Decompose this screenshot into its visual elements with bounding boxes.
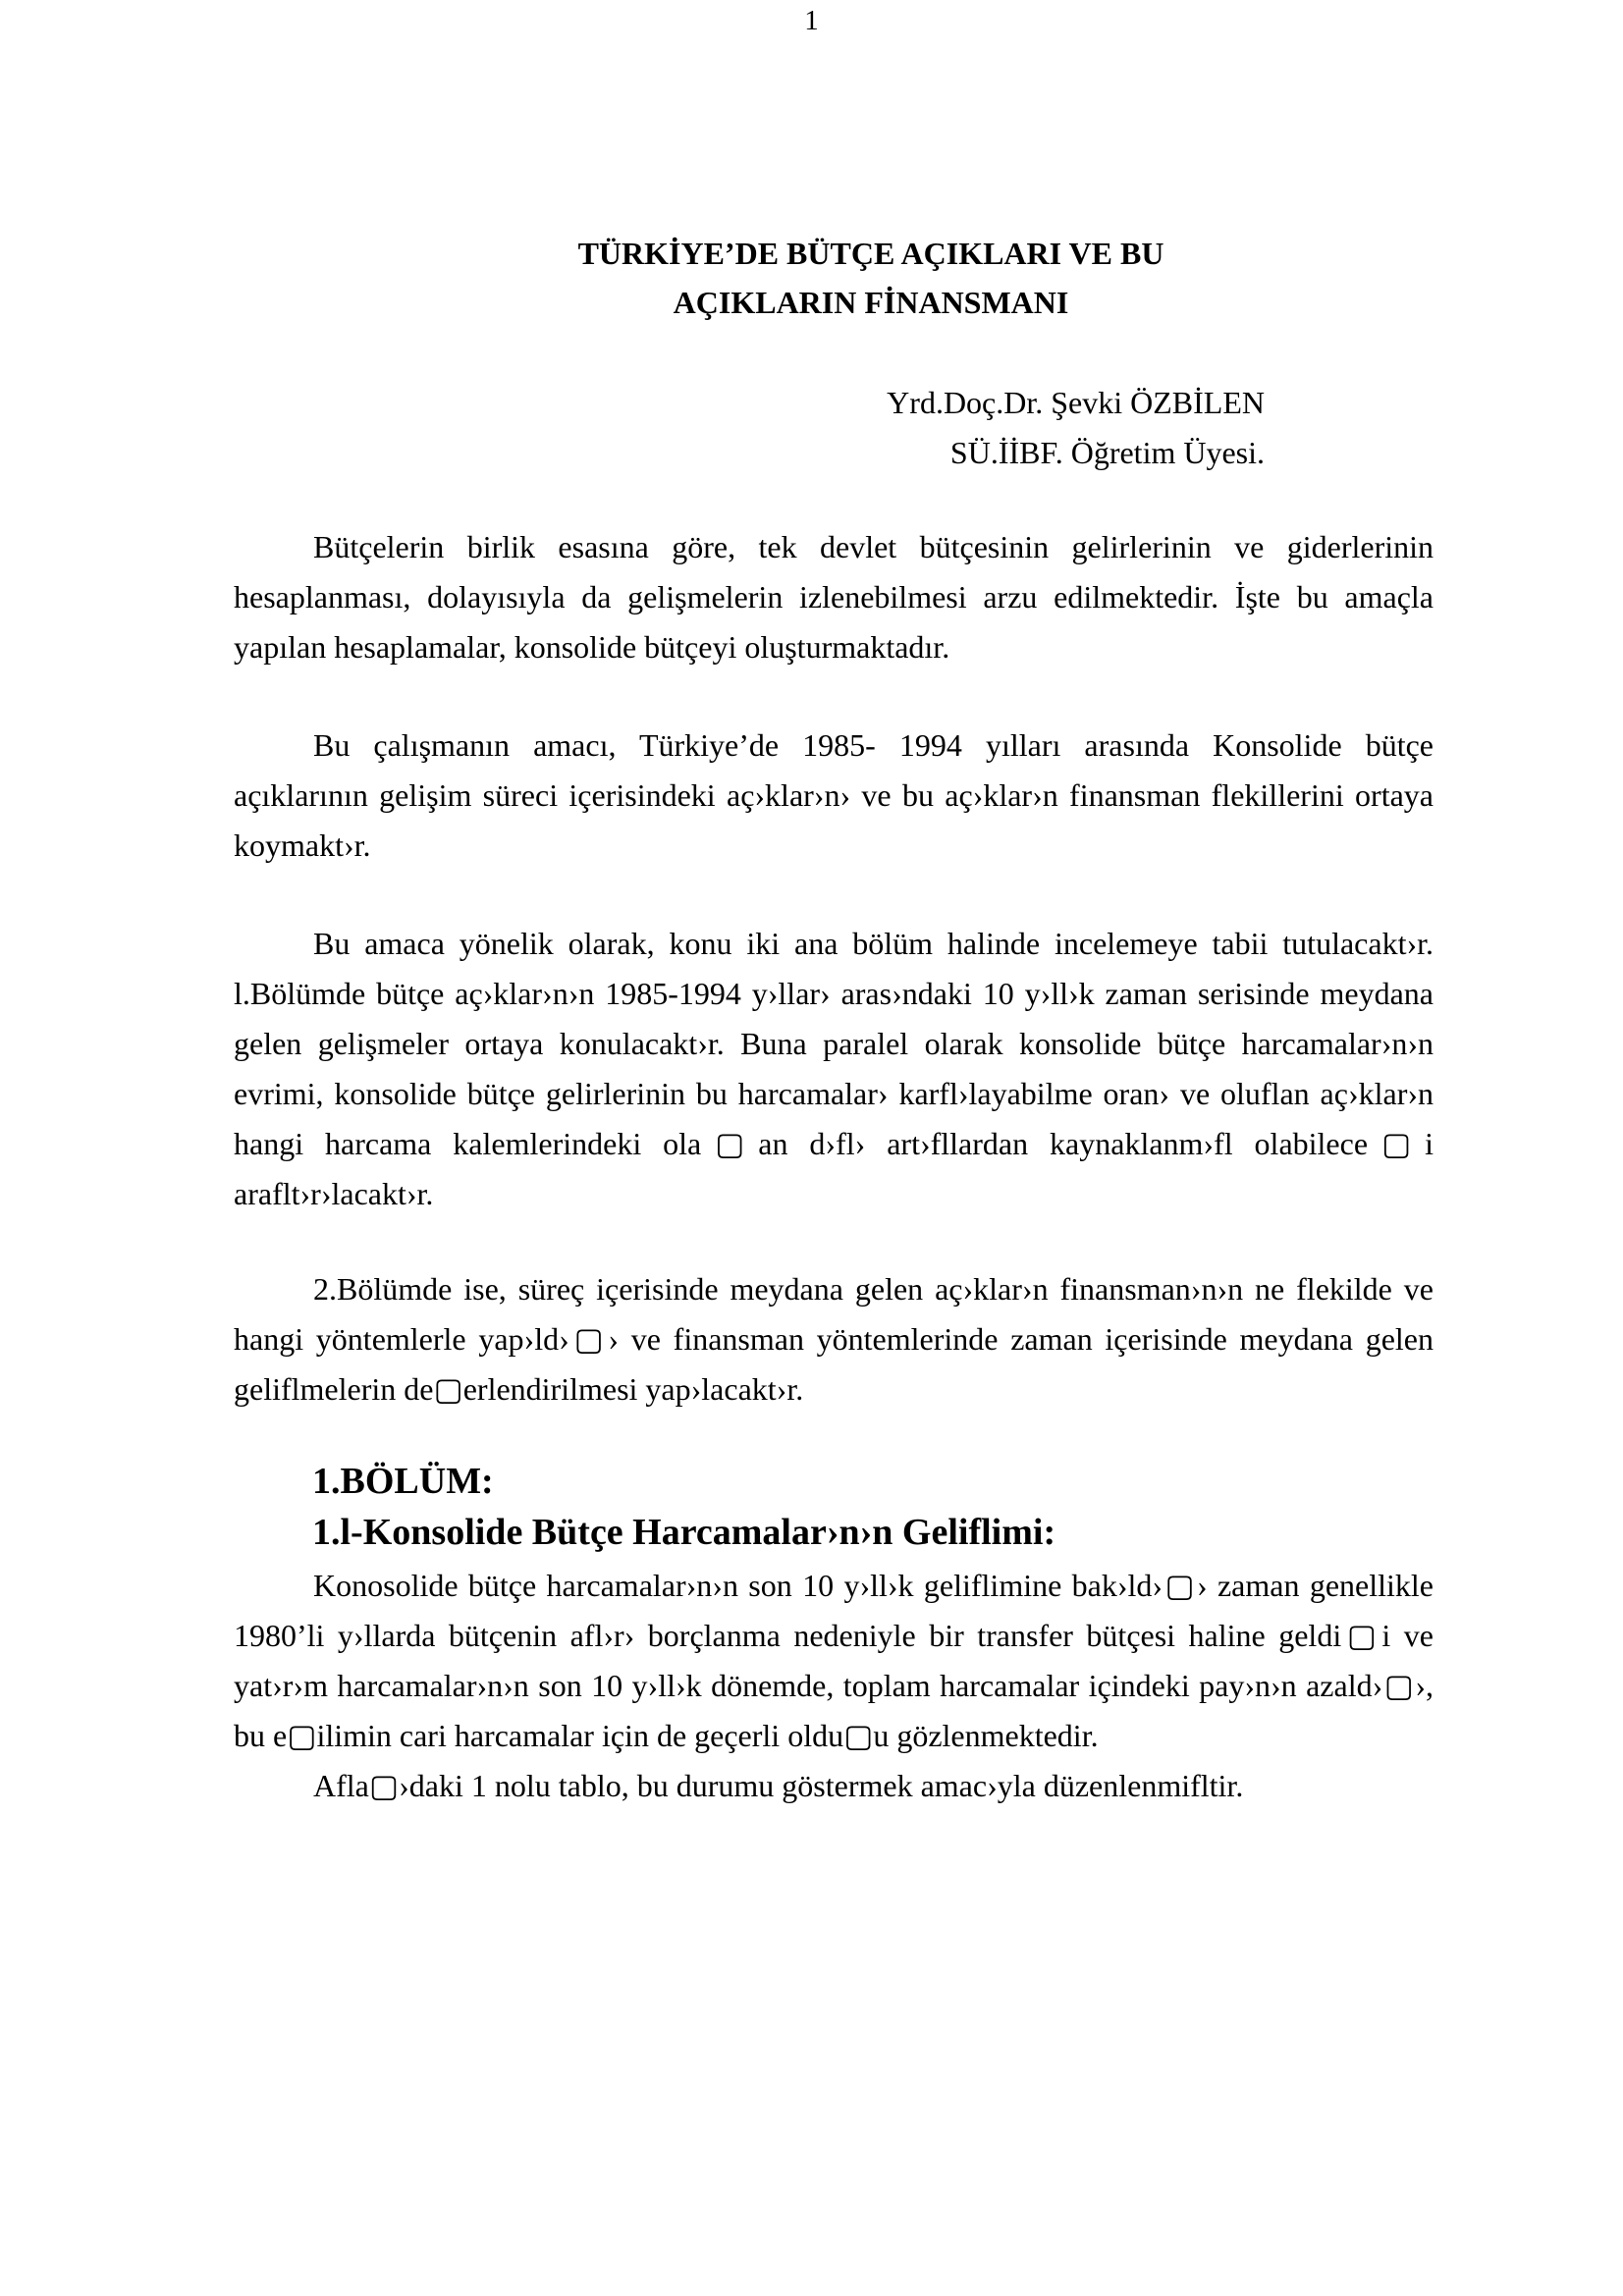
paragraph-expenditures: Konosolide bütçe harcamalar›n›n son 10 y›ll›k geliflimine bak›ld›▢› zaman genellikle 1980’li y›llarda bütçenin afl›r› borçlanma nedeniyle bir transfer bütçesi haline geldi▢i ve yat›r›m harcamalar›n›n son 10 y›ll›k dönemde, toplam harcamalar içindeki pay›n›n azald›▢›, bu e▢ilimin cari harcamalar için de geçerli oldu▢u gözlenmektedir. xyxy=(234,1568,1434,1753)
author-block xyxy=(852,378,1265,478)
page-number: 1 xyxy=(804,5,819,36)
author-affiliation: SÜ.İİBF. Öğretim Üyesi. xyxy=(949,435,1265,470)
title-line-1: TÜRKİYE’DE BÜTÇE AÇIKLARI VE BU xyxy=(577,236,1164,271)
title-line-2: AÇIKLARIN FİNANSMANI xyxy=(673,285,1069,320)
author-name: Yrd.Doç.Dr. Şevki ÖZBİLEN xyxy=(887,385,1265,420)
paragraph-section-two: 2.Bölümde ise, süreç içerisinde meydana gelen aç›klar›n finansman›n›n ne flekilde ve hangi yöntemlerle yap›ld›▢› ve finansman yöntemlerinde zaman içerisinde meydana gelen geliflmelerin de▢erlendirilmesi yap›lacakt›r. xyxy=(234,1271,1434,1407)
paragraph-intro: Bütçelerin birlik esasına göre, tek devlet bütçesinin gelirlerinin ve giderlerinin hesaplanması, dolayısıyla da gelişmelerin izlenebilmesi arzu edilmektedir. İşte bu amaçla yapılan hesaplamalar, konsolide bütçeyi oluşturmaktadır. xyxy=(234,529,1434,665)
paragraph-outline: Bu amaca yönelik olarak, konu iki ana bölüm halinde incelemeye tabii tutulacakt›r. l.Bölümde bütçe aç›klar›n›n 1985-1994 y›llar› aras›ndaki 10 y›ll›k zaman serisinde meydana gelen gelişmeler ortaya konulacakt›r. Buna paralel olarak konsolide bütçe harcamalar›n›n evrimi, konsolide bütçe gelirlerinin bu harcamalar› karfl›layabilme oran› ve oluflan aç›klar›n hangi harcama kalemlerindeki ola▢an d›fl› art›fllardan kaynaklanm›fl olabilece▢i araflt›r›lacakt›r. xyxy=(234,926,1434,1211)
section-heading: 1.BÖLÜM: xyxy=(312,1461,494,1502)
subsection-heading: 1.l-Konsolide Bütçe Harcamalar›n›n Geliflimi: xyxy=(312,1512,1056,1553)
paragraph-table-reference: Afla▢›daki 1 nolu tablo, bu durumu göstermek amac›yla düzenlenmifltir. xyxy=(313,1768,1244,1803)
document-title xyxy=(0,229,1623,327)
paragraph-purpose: Bu çalışmanın amacı, Türkiye’de 1985- 1994 yılları arasında Konsolide bütçe açıklarının gelişim süreci içerisindeki aç›klar›n› ve bu aç›klar›n finansman flekillerini ortaya koymakt›r. xyxy=(234,727,1434,863)
